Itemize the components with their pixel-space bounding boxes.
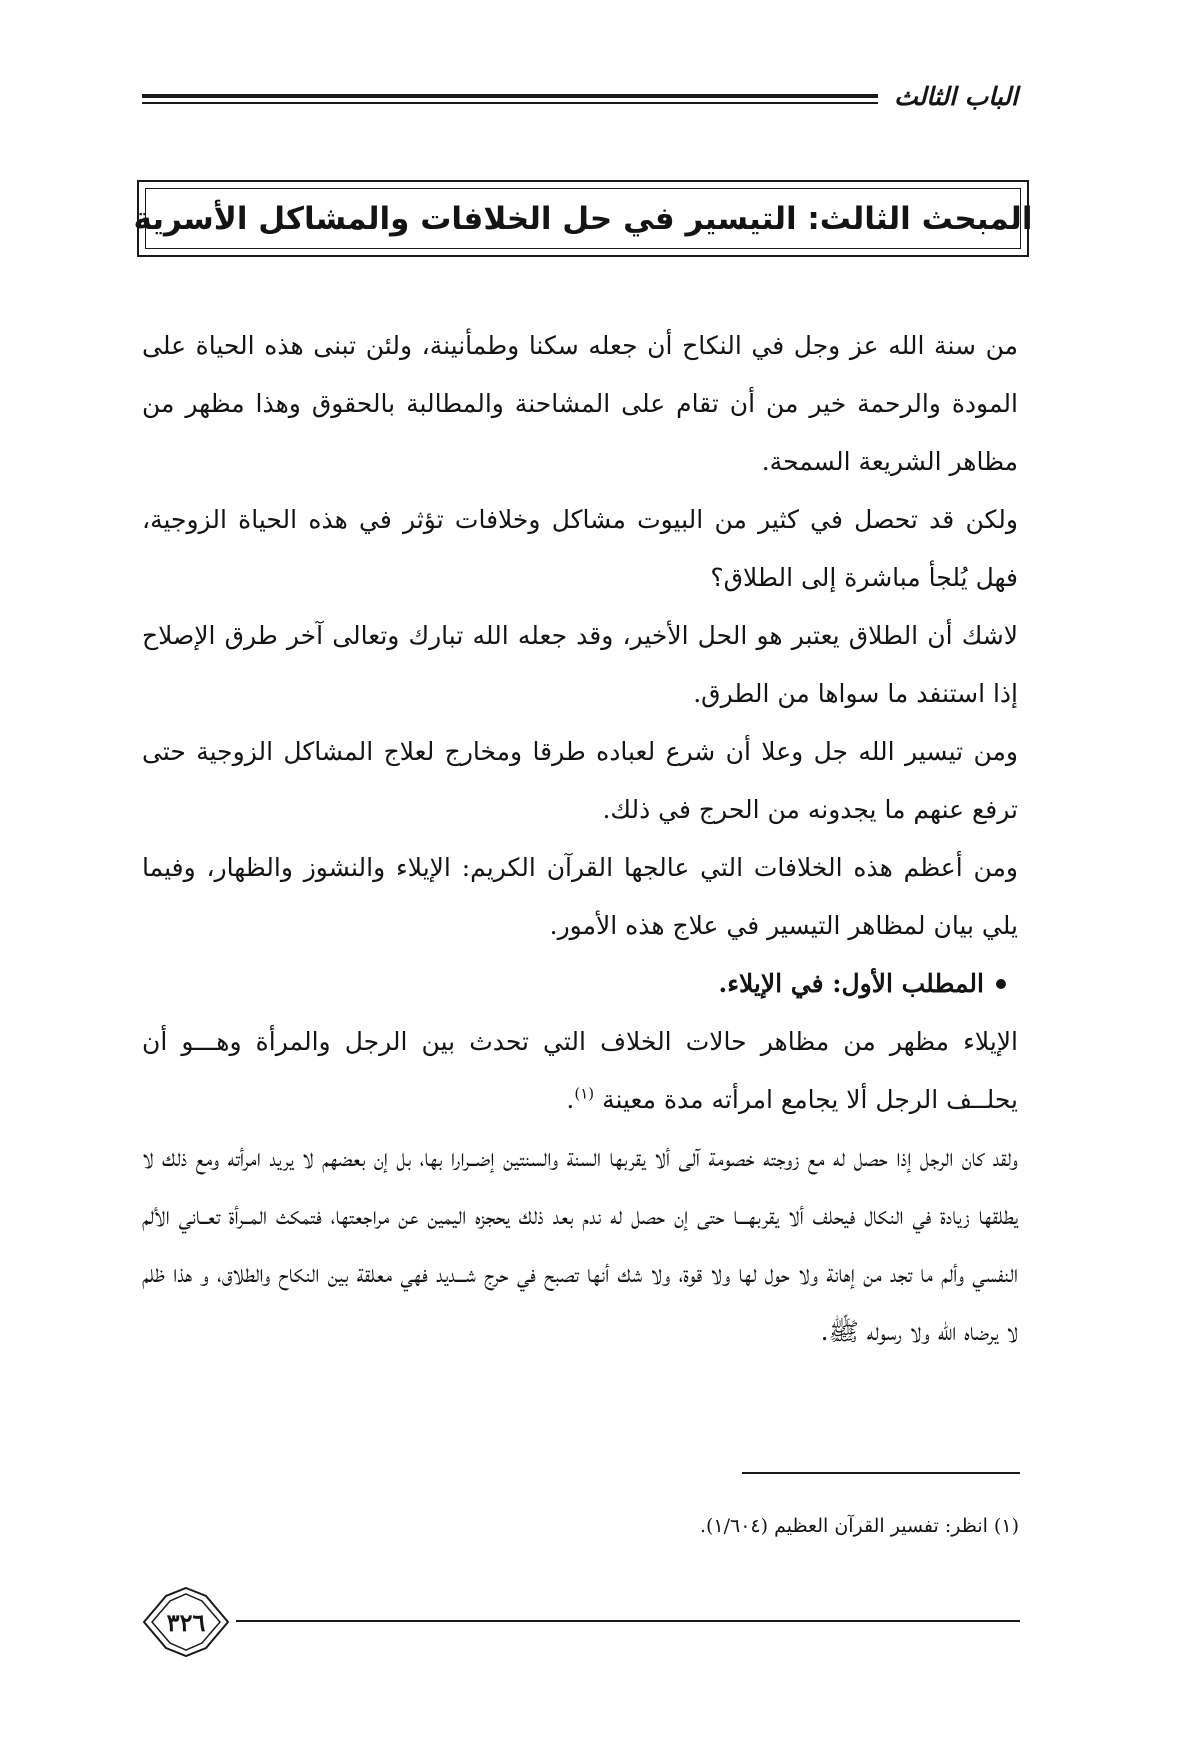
paragraph: ومن أعظم هذه الخلافات التي عالجها القرآن الكريم: الإيلاء والنشوز والظهار، وفيما يلي بيان لمظاهر التيسير في علاج هذه الأمور.	[142, 853, 1018, 940]
bullet-icon	[996, 979, 1006, 989]
paragraph-end: .	[566, 1085, 575, 1114]
paragraph: ومن تيسير الله جل وعلا أن شرع لعباده طرقا ومخارج لعلاج المشاكل الزوجية حتى ترفع عنهم ما يجدونه من الحرج في ذلك.	[142, 737, 1018, 824]
paragraph: لاشك أن الطلاق يعتبر هو الحل الأخير، وقد جعله الله تبارك وتعالى آخر طرق الإصلاح إذا استنفد ما سواها من الطرق.	[142, 621, 1018, 708]
header-rule-thick	[142, 94, 878, 98]
section-title: المبحث الثالث: التيسير في حل الخلافات والمشاكل الأسرية	[133, 200, 1033, 237]
body-text	[142, 317, 1018, 1361]
footnote-separator	[742, 1472, 1020, 1474]
paragraph	[142, 1013, 1018, 1129]
running-header	[142, 82, 1018, 122]
footnote-reference[interactable]: (١)	[574, 1084, 595, 1103]
header-rule-thin	[142, 102, 878, 104]
page-number: ٣٢٦	[166, 1607, 206, 1637]
paragraph-text: الإيلاء مظهر من مظاهر حالات الخلاف التي تحدث بين الرجل والمرأة وهـــو أن يحلــف الرجل ألا يجامع امرأته مدة معينة	[142, 1027, 1018, 1114]
paragraph: من سنة الله عز وجل في النكاح أن جعله سكنا وطمأنينة، ولئن تبنى هذه الحياة على المودة والرحمة خير من أن تقام على المشاحنة والمطالبة بالحقوق وهذا مظهر من مظاهر الشريعة السمحة.	[142, 331, 1018, 476]
page-number-badge	[142, 1586, 230, 1658]
subsection-heading	[142, 955, 1018, 1013]
paragraph: ولقد كان الرجل إذا حصل له مع زوجته خصومة آلى ألا يقربها السنة والسنتين إضــرارا بها، بل إن بعضهم لا يريد امرأته ومع ذلك لا يطلقها زيادة في النكال فيحلف ألا يقربهـــا حتى إن حصل له ندم بعد ذلك يحجزه اليمين عن مراجعتها، فتمكث المــرأة تعــاني الألم النفسي وألم ما تجد من إهانة ولا حول لها ولا قوة، ولا شك أنها تصبح في حرج شـــديد فهي معلقة بين النكاح والطلاق، و هذا ظلم لا يرضاه الله ولا رسوله ﷺ.	[142, 1143, 1018, 1346]
subsection-title: المطلب الأول: في الإيلاء.	[718, 969, 984, 998]
paragraph: ولكن قد تحصل في كثير من البيوت مشاكل وخلافات تؤثر في هذه الحياة الزوجية، فهل يُلجأ مباشرة إلى الطلاق؟	[142, 505, 1018, 592]
footnote: (١) انظر: تفسير القرآن العظيم (١/٦٠٤).	[699, 1515, 1019, 1537]
footer-rule	[236, 1620, 1020, 1622]
section-title-box	[133, 180, 1033, 257]
chapter-label: الباب الثالث	[894, 82, 1018, 111]
